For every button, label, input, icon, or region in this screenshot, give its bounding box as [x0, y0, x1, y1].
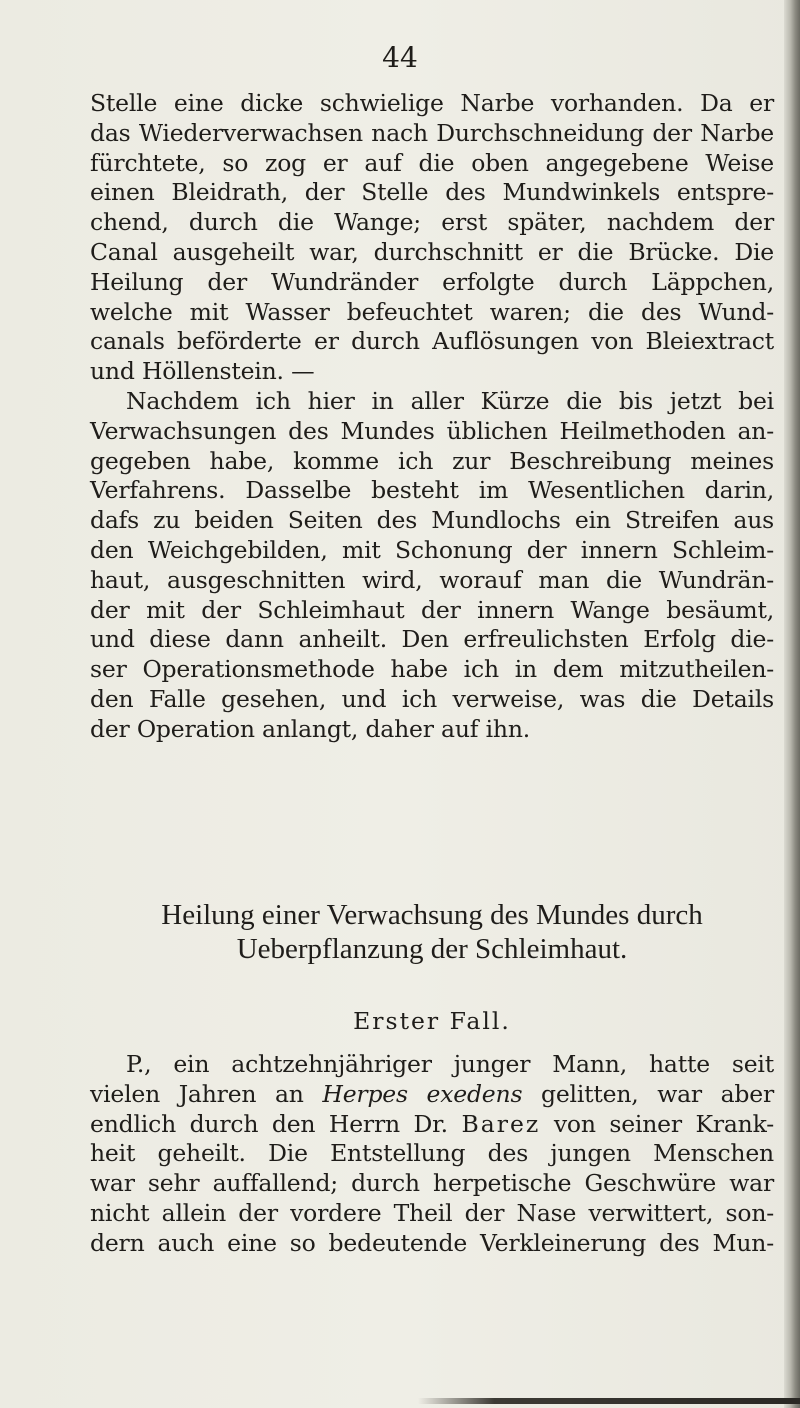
text-span: endlich durch den Herrn Dr.: [90, 1109, 462, 1138]
person-name: Barez: [461, 1109, 541, 1138]
text-line: Verfahrens. Dasselbe besteht im Wesentlichen darin,: [90, 476, 774, 505]
text-line: und Höllenstein. —: [90, 357, 315, 386]
case-subheading: Erster Fall.: [353, 1007, 511, 1035]
page-number: 44: [382, 41, 418, 74]
page-bottom-edge: [418, 1398, 800, 1404]
text-line: canals beförderte er durch Auflösungen von Bleiextract: [90, 327, 774, 356]
text-line: fürchtete, so zog er auf die oben angegebene Weise: [90, 148, 774, 177]
section-heading-line-1: Heilung einer Verwachsung des Mundes durch: [161, 899, 703, 931]
paragraph-2: [90, 387, 774, 745]
text-line: [90, 1110, 774, 1140]
text-line: heit geheilt. Die Entstellung des jungen Menschen: [90, 1139, 774, 1168]
text-line: haut, ausgeschnitten wird, worauf man die Wundrän-: [90, 565, 774, 594]
text-line: ser Operationsmethode habe ich in dem mitzutheilen-: [90, 655, 774, 684]
text-line: dafs zu beiden Seiten des Mundlochs ein Streifen aus: [90, 506, 774, 535]
text-line: Canal ausgeheilt war, durchschnitt er die Brücke. Die: [90, 237, 774, 266]
text-line: den Falle gesehen, und ich verweise, was die Details: [90, 684, 774, 713]
text-line: gegeben habe, komme ich zur Beschreibung meines: [90, 446, 774, 475]
text-line: chend, durch die Wange; erst später, nachdem der: [90, 208, 774, 237]
text-line: Nachdem ich hier in aller Kürze die bis jetzt bei: [126, 387, 774, 415]
text-line: der mit der Schleimhaut der innern Wange besäumt,: [90, 595, 774, 624]
text-line: [90, 1080, 774, 1110]
text-line: dern auch eine so bedeutende Verkleinerung des Mun-: [90, 1228, 774, 1257]
text-line: Heilung der Wundränder erfolgte durch Läppchen,: [90, 267, 774, 296]
text-line: Verwachsungen des Mundes üblichen Heilmethoden an-: [90, 416, 774, 445]
text-line: welche mit Wasser befeuchtet waren; die des Wund-: [90, 297, 774, 326]
text-span: gelitten, war aber: [522, 1079, 775, 1108]
text-line: das Wiederverwachsen nach Durchschneidung der Narbe: [90, 118, 774, 147]
section-heading: [90, 898, 774, 966]
text-span: vielen Jahren an: [90, 1079, 323, 1108]
text-span: von seiner Krank-: [540, 1109, 774, 1138]
text-line: P., ein achtzehnjähriger junger Mann, hatte seit: [126, 1050, 774, 1078]
latin-term: Herpes exedens: [322, 1079, 523, 1108]
text-line: und diese dann anheilt. Den erfreulichsten Erfolg die-: [90, 625, 774, 654]
text-line: war sehr auffallend; durch herpetische Geschwüre war: [90, 1169, 774, 1198]
paragraph-3: [90, 1050, 774, 1259]
page-binding-edge: [784, 0, 800, 1408]
text-line: nicht allein der vordere Theil der Nase verwittert, son-: [90, 1198, 774, 1227]
text-line: den Weichgebilden, mit Schonung der innern Schleim-: [90, 535, 774, 564]
text-line: einen Bleidrath, der Stelle des Mundwinkels entspre-: [90, 178, 774, 207]
text-line: Stelle eine dicke schwielige Narbe vorhanden. Da er: [90, 89, 774, 117]
text-line: der Operation anlangt, daher auf ihn.: [90, 714, 531, 743]
paragraph-1: [90, 89, 774, 387]
section-heading-line-2: Ueberpflanzung der Schleimhaut.: [236, 933, 628, 965]
